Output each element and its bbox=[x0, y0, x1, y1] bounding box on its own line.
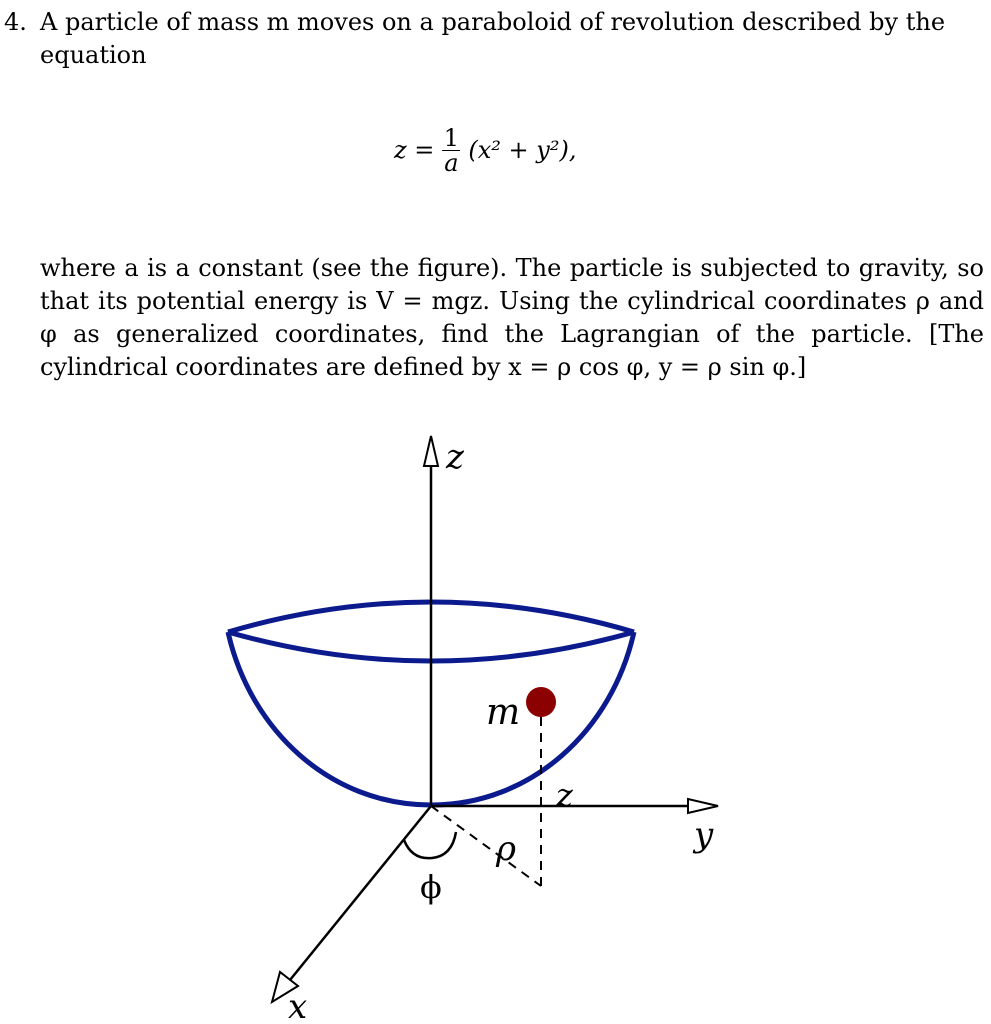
particle-dot bbox=[526, 687, 556, 717]
y-arrowhead bbox=[688, 799, 718, 813]
phi-label: ϕ bbox=[420, 868, 442, 906]
problem-number: 4. bbox=[4, 8, 27, 36]
fraction-denominator: a bbox=[444, 149, 459, 177]
problem-intro: A particle of mass m moves on a paraboloid of revolution described by the equation bbox=[40, 8, 946, 69]
phi-arc bbox=[404, 832, 456, 858]
fraction-numerator: 1 bbox=[443, 124, 460, 152]
z-arrowhead bbox=[424, 436, 438, 466]
rho-label: ρ bbox=[496, 829, 516, 869]
y-axis-label: y bbox=[694, 815, 714, 855]
x-axis bbox=[290, 806, 431, 980]
equation-rhs: (x² + y²), bbox=[468, 136, 577, 164]
height-label: z bbox=[556, 776, 573, 814]
rho-dashed-line bbox=[431, 806, 541, 886]
z-axis-label: z bbox=[446, 437, 464, 477]
equation-lhs: z = bbox=[394, 136, 435, 164]
x-axis-label: x bbox=[288, 987, 308, 1024]
problem-body: where a is a constant (see the figure). The particle is subjected to gravity, so that its potential energy is V = mgz. Using the cylindrical coordinates ρ and φ as generalized coordinates, find the Lagrangian of the particle. [The cylindrical coordinates are defined by x = ρ cos φ, y = ρ sin φ.] bbox=[40, 254, 984, 381]
mass-label: m bbox=[486, 692, 521, 733]
